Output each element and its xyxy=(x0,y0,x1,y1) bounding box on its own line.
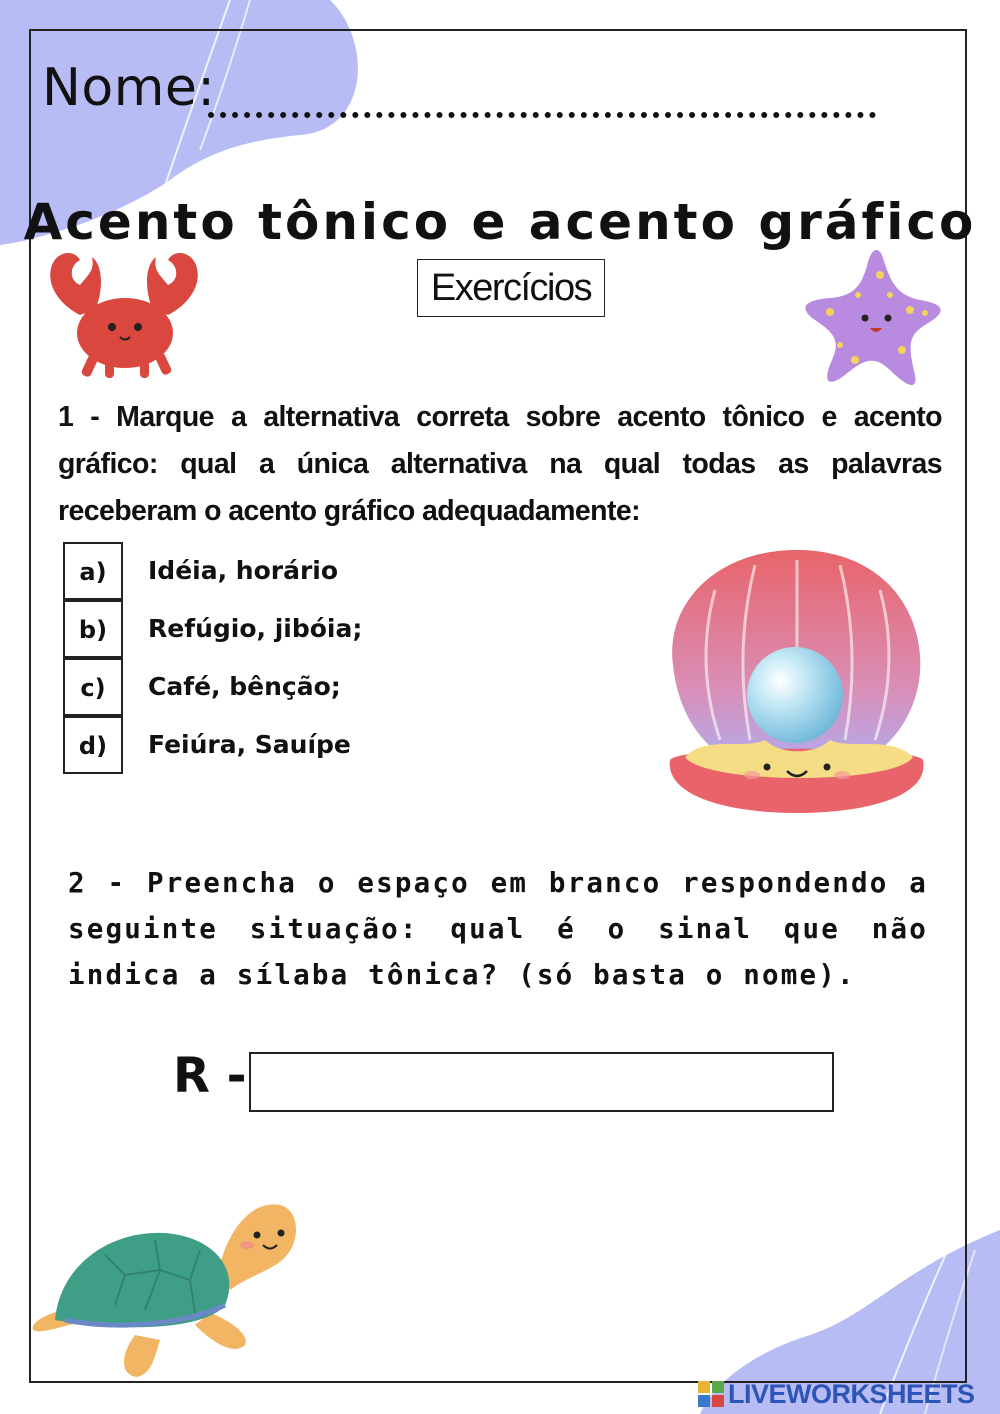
name-dotted-line xyxy=(208,112,876,118)
liveworksheets-brand-text: LIVEWORKSHEETS xyxy=(728,1378,975,1409)
option-a-text: Idéia, horário xyxy=(148,556,339,585)
liveworksheets-logo-icon xyxy=(698,1381,724,1407)
option-c-text: Café, bênção; xyxy=(148,672,341,701)
option-b-text: Refúgio, jibóia; xyxy=(148,614,363,643)
worksheet-title: Acento tônico e acento gráfico xyxy=(23,193,977,251)
liveworksheets-brand[interactable] xyxy=(698,1379,975,1409)
option-d-letter-box[interactable]: d) xyxy=(63,716,123,774)
question-2-text: 2 - Preencha o espaço em branco respondendo a seguinte situação: qual é o sinal que não indica a sílaba tônica? (só basta o nome). xyxy=(68,867,928,991)
answer-label: R - xyxy=(173,1048,247,1104)
option-d-text: Feiúra, Sauípe xyxy=(148,730,351,759)
crab-illustration xyxy=(40,245,205,380)
shell-pearl-illustration xyxy=(655,545,940,815)
starfish-illustration xyxy=(800,250,950,390)
option-c-letter-box[interactable]: c) xyxy=(63,658,123,716)
name-label: Nome: xyxy=(42,58,216,118)
option-b-letter-box[interactable]: b) xyxy=(63,600,123,658)
question-1-text: 1 - Marque a alternativa correta sobre acento tônico e acento gráfico: qual a única alternativa na qual todas as palavras receberam o acento gráfico adequadamente: xyxy=(58,401,942,527)
worksheet-subtitle: Exercícios xyxy=(417,259,605,317)
option-a-letter-box[interactable]: a) xyxy=(63,542,123,600)
answer-input[interactable] xyxy=(249,1052,834,1112)
turtle-illustration xyxy=(25,1195,300,1380)
